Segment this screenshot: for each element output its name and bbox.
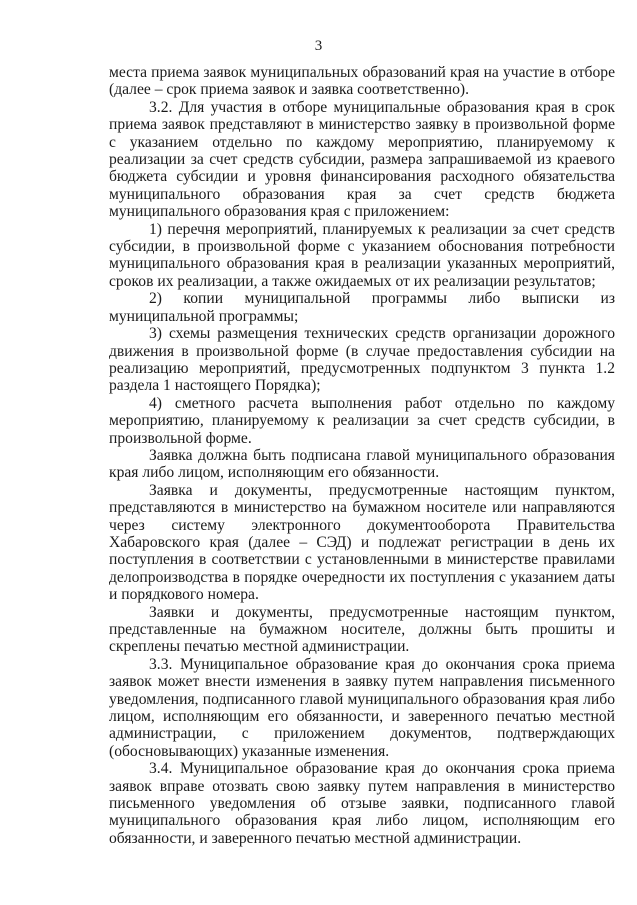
paragraph-3-3: 3.3. Муниципальное образование края до окончания срока приема заявок может внести изменения в заявку путем направления письменного уведомления, подписанного главой муниципального образования края либо лицом, исполняющим его обязанности, и заверенного печатью местной администрации, с приложением документов, подтверждающих (обосновывающих) указанные изменения. xyxy=(109,655,615,760)
list-item-4: 4) сметного расчета выполнения работ отдельно по каждому мероприятию, планируемому к реализации за счет средств субсидии, в произвольной форме. xyxy=(109,394,615,447)
page-number: 3 xyxy=(314,38,323,54)
paragraph-signature-requirement: Заявка должна быть подписана главой муниципального образования края либо лицом, исполняющим его обязанности. xyxy=(109,446,615,482)
list-item-2: 2) копии муниципальной программы либо выписки из муниципальной программы; xyxy=(109,290,615,325)
paragraph-binding: Заявки и документы, предусмотренные настоящим пунктом, представленные на бумажном носителе, должны быть прошиты и скреплены печатью местной администрации. xyxy=(109,603,615,656)
paragraph-continuation: места приема заявок муниципальных образований края на участие в отборе (далее – срок приема заявок и заявка соответственно). xyxy=(109,64,615,99)
paragraph-3-2: 3.2. Для участия в отборе муниципальные образования края в срок приема заявок представляют в министерство заявку в произвольной форме с указанием отдельно по каждому мероприятию, планируемому к реализации за счет средств субсидии, размера запрашиваемой из краевого бюджета субсидии и уровня финансирования расходного обязательства муниципального образования края за счет средств бюджета муниципального образования края с приложением: xyxy=(109,98,615,221)
paragraph-submission: Заявка и документы, предусмотренные настоящим пунктом, представляются в министерство на бумажном носителе или направляются через систему электронного документооборота Правительства Хабаровского края (далее – СЭД) и подлежат регистрации в день их поступления в соответствии с установленными в министерстве правилами делопроизводства в порядке очередности их поступления с указанием даты и порядкового номера. xyxy=(109,481,615,604)
list-item-1: 1) перечня мероприятий, планируемых к реализации за счет средств субсидии, в произвольной форме с указанием обоснования потребности муниципального образования края в реализации указанных мероприятий, сроков их реализации, а также ожидаемых от их реализации результатов; xyxy=(109,220,615,290)
list-item-3: 3) схемы размещения технических средств организации дорожного движения в произвольной форме (в случае предоставления субсидии на реализацию мероприятий, предусмотренных подпунктом 3 пункта 1.2 раздела 1 настоящего Порядка); xyxy=(109,325,615,395)
paragraph-3-4: 3.4. Муниципальное образование края до окончания срока приема заявок вправе отозвать свою заявку путем направления в министерство письменного уведомления об отзыве заявки, подписанного главой муниципального образования края либо лицом, исполняющим его обязанности, и заверенного печатью местной администрации. xyxy=(109,760,615,847)
document-body xyxy=(109,64,615,847)
